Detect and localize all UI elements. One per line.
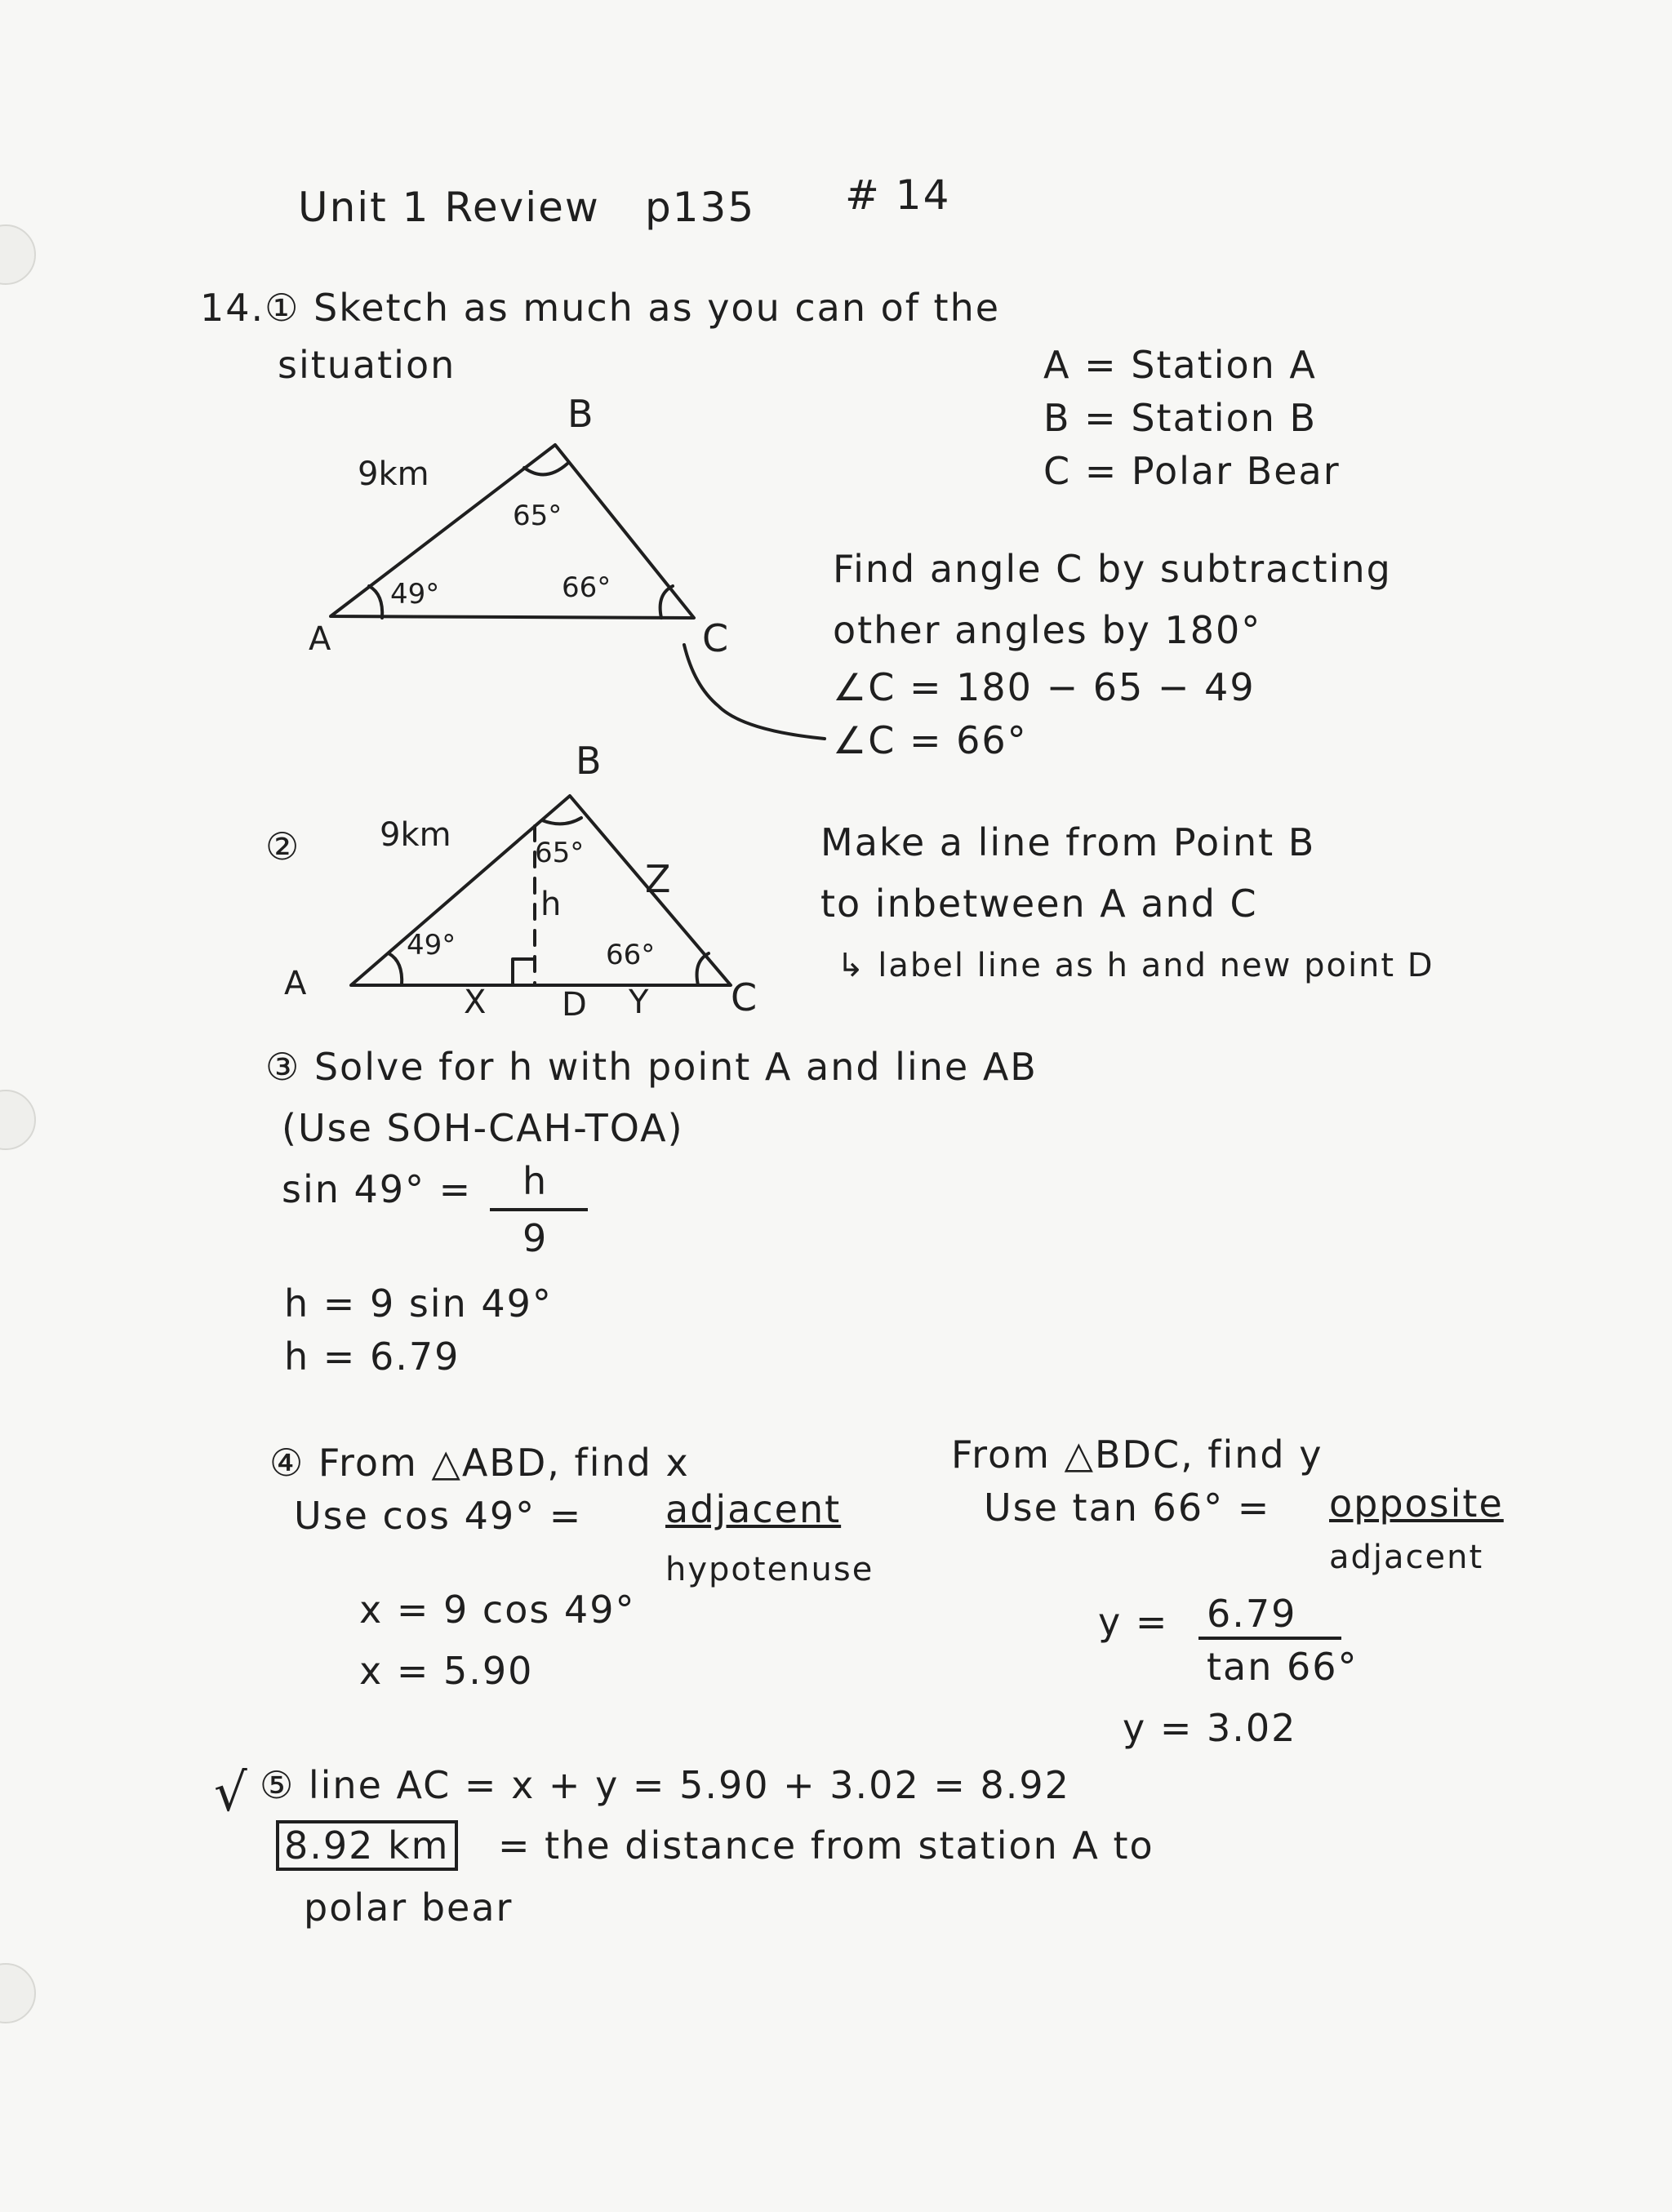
fig2-label-x: X	[464, 984, 487, 1021]
step4-right-fraction-bar	[1198, 1637, 1341, 1640]
step3-eq-den: 9	[522, 1216, 549, 1260]
fig1-label-c: C	[702, 616, 729, 660]
step4-right-frac-num: 6.79	[1207, 1592, 1297, 1636]
step4-left-line1: ④ From △ABD, find x	[269, 1441, 690, 1485]
step4-right-line1: From △BDC, find y	[951, 1432, 1323, 1477]
step5-boxed-answer: 8.92 km	[276, 1820, 458, 1871]
step5-line3: polar bear	[304, 1886, 514, 1930]
step4-left-result1: x = 9 cos 49°	[359, 1588, 636, 1632]
fig1-side-ab: 9km	[358, 455, 429, 493]
step4-right-line2: Use tan 66° =	[984, 1486, 1271, 1530]
title-problem: # 14	[845, 171, 951, 219]
step1-note-line4: ∠C = 66°	[833, 718, 1028, 762]
step1-note-line3: ∠C = 180 − 65 − 49	[833, 665, 1256, 709]
step3-result1: h = 9 sin 49°	[284, 1281, 553, 1326]
legend-station-a: A = Station A	[1043, 343, 1317, 387]
step1-heading-line2: situation	[278, 343, 456, 387]
step3-line1: ③ Solve for h with point A and line AB	[265, 1045, 1038, 1089]
step2-note-line3: ↳ label line as h and new point D	[837, 947, 1434, 984]
fig2-angle-b: 65°	[535, 837, 585, 869]
fig2-label-d: D	[562, 986, 587, 1024]
step5-line1: ⑤ line AC = x + y = 5.90 + 3.02 = 8.92	[260, 1763, 1070, 1807]
step2-number: ②	[265, 824, 301, 868]
step4-right-num: opposite	[1329, 1481, 1504, 1526]
fig2-label-b: B	[576, 739, 602, 783]
step4-right-lhs: y =	[1098, 1600, 1169, 1644]
title-page: p135	[645, 184, 756, 231]
fig1-angle-b: 65°	[513, 500, 563, 532]
title-unit: Unit 1 Review	[298, 184, 600, 231]
right-angle-mark	[513, 959, 535, 984]
step3-fraction-bar	[490, 1208, 588, 1211]
fig2-angle-c: 66°	[606, 939, 656, 971]
step4-left-result2: x = 5.90	[359, 1649, 534, 1693]
step4-right-frac-den: tan 66°	[1207, 1645, 1358, 1689]
step1-note-line1: Find angle C by subtracting	[833, 547, 1392, 591]
step3-result2: h = 6.79	[284, 1335, 460, 1379]
check-mark: √	[214, 1763, 249, 1823]
step4-left-den: hypotenuse	[665, 1551, 874, 1588]
angle-a-arc-2	[389, 953, 402, 985]
step4-left-line2: Use cos 49° =	[294, 1494, 583, 1538]
step2-note-line1: Make a line from Point B	[820, 820, 1316, 864]
step4-right-result: y = 3.02	[1123, 1706, 1297, 1750]
fig2-label-y: Y	[629, 984, 649, 1021]
fig2-angle-a: 49°	[407, 929, 456, 962]
step5-line2: = the distance from station A to	[498, 1823, 1154, 1868]
angle-b-arc-2	[542, 818, 581, 824]
fig2-label-a: A	[284, 965, 307, 1002]
fig2-side-ab: 9km	[380, 816, 451, 854]
fig1-angle-a: 49°	[390, 578, 440, 611]
fig1-label-b: B	[567, 392, 594, 436]
step2-note-line2: to inbetween A and C	[820, 882, 1258, 926]
step4-right-den: adjacent	[1329, 1539, 1484, 1576]
step3-eq-num: h	[522, 1159, 549, 1203]
legend-station-b: B = Station B	[1043, 396, 1318, 440]
step3-line2: (Use SOH-CAH-TOA)	[282, 1106, 684, 1150]
step3-eq-lhs: sin 49° =	[282, 1167, 473, 1211]
fig2-label-h: h	[540, 886, 562, 923]
step4-left-num: adjacent	[665, 1487, 842, 1531]
step1-note-line2: other angles by 180°	[833, 608, 1262, 652]
step1-heading-line1: 14.① Sketch as much as you can of the	[200, 286, 1001, 330]
fig2-label-z: Z	[645, 857, 671, 901]
legend-polar-bear: C = Polar Bear	[1043, 449, 1341, 493]
fig2-label-c: C	[731, 975, 758, 1019]
fig1-angle-c: 66°	[562, 571, 611, 604]
fig1-label-a: A	[309, 620, 331, 658]
